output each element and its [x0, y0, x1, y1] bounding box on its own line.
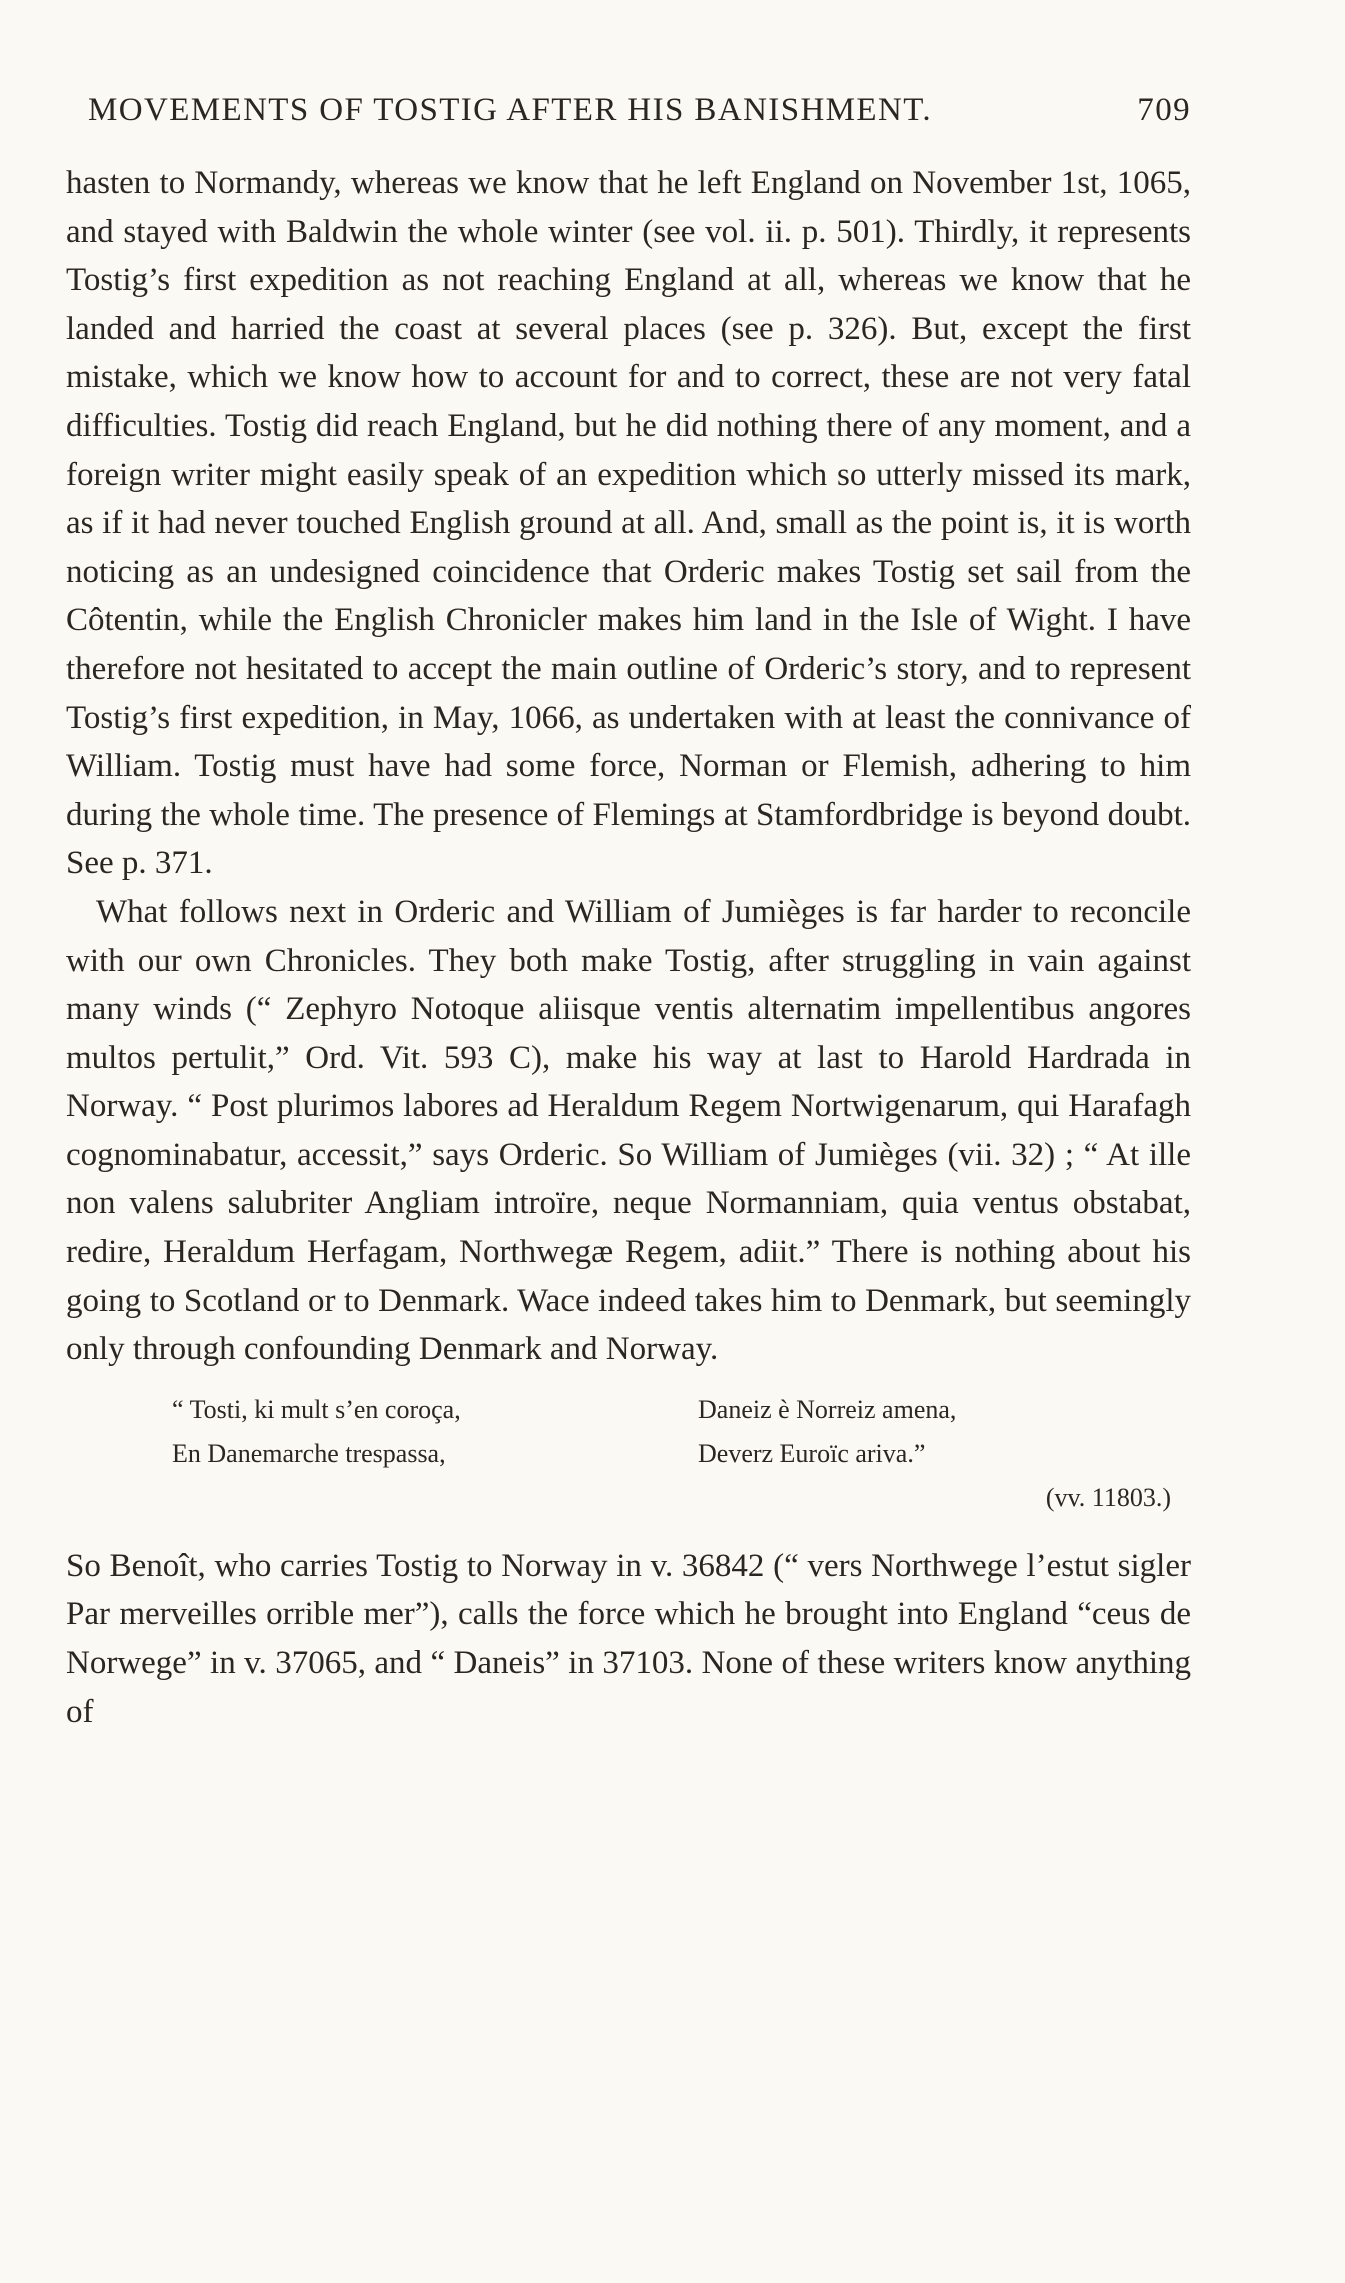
body-text-closing: [66, 1542, 1191, 1736]
paragraph: So Benoît, who carries Tostig to Norway in v. 36842 (“ vers Northwege l’estut sigler Par merveilles orrible mer”), calls the force which he brought into England “ceus de Norwege” in v. 37065, and “ Daneis” in 37103. None of these writers know anything of: [66, 1547, 1191, 1730]
verse-line: Daneiz è Norreiz amena,: [698, 1394, 957, 1424]
running-head: [66, 92, 1191, 129]
running-title: MOVEMENTS OF TOSTIG AFTER HIS BANISHMENT.: [88, 92, 932, 128]
verse-quotation: [172, 1388, 1191, 1476]
verse-line: “ Tosti, ki mult s’en coroça,: [172, 1394, 461, 1424]
verse-line: En Danemarche trespassa,: [172, 1438, 446, 1468]
body-text: [66, 159, 1191, 1374]
verse-line: Deverz Euroïc ariva.”: [698, 1438, 926, 1468]
page-number: 709: [1137, 92, 1191, 128]
paragraph-continued: hasten to Normandy, whereas we know that he left England on November 1st, 1065, and stayed with Baldwin the whole winter (see vol. ii. p. 501). Thirdly, it represents Tostig’s first expedition as not reaching England at all, whereas we know that he landed and harried the coast at several places (see p. 326). But, except the first mistake, which we know how to account for and to correct, these are not very fatal difficulties. Tostig did reach England, but he did nothing there of any moment, and a foreign writer might easily speak of an expedition which so utterly missed its mark, as if it had never touched English ground at all. And, small as the point is, it is worth noticing as an undesigned coincidence that Orderic makes Tostig set sail from the Côtentin, while the English Chronicler makes him land in the Isle of Wight. I have therefore not hesitated to accept the main outline of Orderic’s story, and to represent Tostig’s first expedition, in May, 1066, as undertaken with at least the connivance of William. Tostig must have had some force, Norman or Flemish, adhering to him during the whole time. The presence of Flemings at Stamfordbridge is beyond doubt. See p. 371.: [66, 165, 1191, 882]
verse-reference: (vv. 11803.): [1045, 1482, 1171, 1512]
paragraph: What follows next in Orderic and William of Jumièges is far harder to reconcile with our own Chronicles. They both make Tostig, after struggling in vain against many winds (“ Zephyro Notoque aliisque ventis alternatim impellentibus angores multos pertulit,” Ord. Vit. 593 C), make his way at last to Harold Hardrada in Norway. “ Post plurimos labores ad Heraldum Regem Nortwigenarum, qui Harafagh cognominabatur, accessit,” says Orderic. So William of Jumièges (vii. 32) ; “ At ille non valens salubriter Angliam introïre, neque Normanniam, quia ventus obstabat, redire, Heraldum Herfagam, Northwegæ Regem, adiit.” There is nothing about his going to Scotland or to Denmark. Wace indeed takes him to Denmark, but seemingly only through confounding Denmark and Norway.: [66, 893, 1191, 1368]
book-page: [66, 92, 1191, 1736]
